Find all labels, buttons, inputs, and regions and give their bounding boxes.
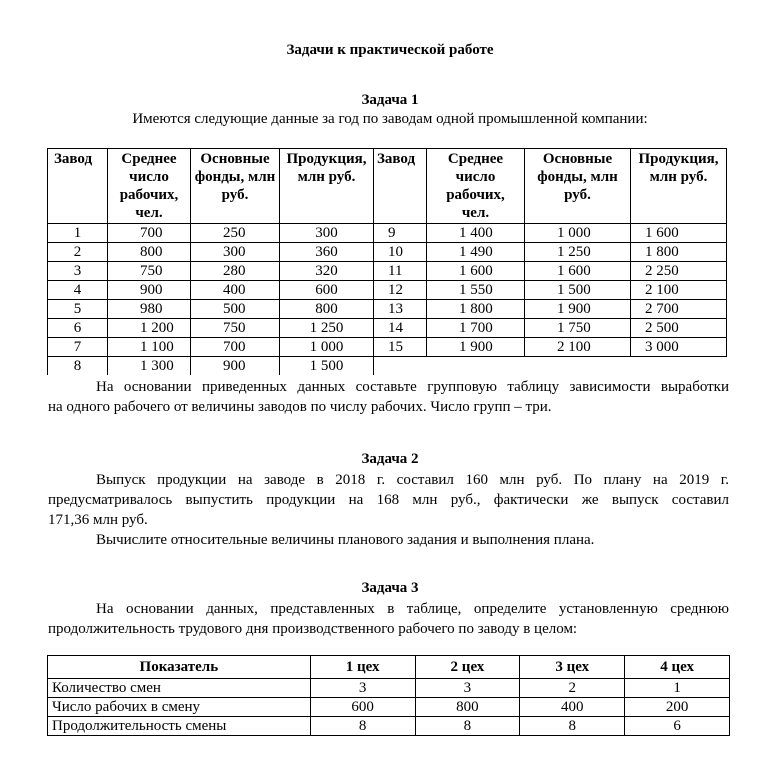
table-cell: 13 (374, 300, 427, 319)
header-cell: Показатель (48, 656, 311, 679)
table-cell: 5 (48, 300, 108, 319)
table-cell: 1 100 (108, 338, 191, 357)
table-row (48, 281, 727, 300)
table-cell: 300 (280, 224, 374, 243)
header-line: Среднее (121, 151, 177, 167)
table-cell: 1 900 (427, 338, 525, 357)
table-row (48, 717, 730, 736)
table-cell: 8 (310, 717, 415, 736)
table-cell: 280 (191, 262, 280, 281)
task1-heading: Задача 1 (361, 92, 419, 108)
table-cell: 1 500 (280, 357, 374, 376)
table-cell: 1 600 (427, 262, 525, 281)
table-cell: 1 600 (525, 262, 631, 281)
table-cell: 1 490 (427, 243, 525, 262)
task2-question: Вычислите относительные величины планового задания и выполнения плана. (96, 532, 595, 548)
table-cell: 1 400 (427, 224, 525, 243)
table-cell: 500 (191, 300, 280, 319)
table-cell: 15 (374, 338, 427, 357)
header-cell: 4 цех (625, 656, 730, 679)
table-cell: Количество смен (48, 679, 311, 698)
header-line: Продукция, (638, 151, 719, 167)
header-line: чел. (135, 205, 163, 221)
task3-text (48, 599, 729, 639)
table-cell: 320 (280, 262, 374, 281)
task2-text-line: предусматривалось выпустить продукции на 168 млн руб., фактически же выпуск составил (48, 492, 729, 508)
table-row (48, 300, 727, 319)
table-cell: 800 (415, 698, 520, 717)
table-cell: 800 (108, 243, 191, 262)
table-cell: 1 550 (427, 281, 525, 300)
header-line: число (129, 169, 169, 185)
header-line: рабочих, (119, 187, 179, 203)
task2-text-line: Выпуск продукции на заводе в 2018 г. составил 160 млн руб. По плану на 2019 г. (96, 472, 729, 488)
table-row (48, 338, 727, 357)
header-line: Завод (377, 151, 416, 167)
table-cell: 750 (191, 319, 280, 338)
table-cell: 1 (625, 679, 730, 698)
header-line: Продукция, (286, 151, 367, 167)
table-cell: 9 (374, 224, 427, 243)
header-cell (191, 149, 280, 224)
table-cell: Продолжительность смены (48, 717, 311, 736)
table-row (48, 698, 730, 717)
table-cell: 1 900 (525, 300, 631, 319)
task3-text-line: На основании данных, представленных в таблице, определите установленную среднюю (96, 601, 729, 617)
table-cell: 700 (191, 338, 280, 357)
task1-text-line: на одного рабочего от величины заводов по числу рабочих. Число групп – три. (48, 399, 552, 415)
table-cell: 3 (415, 679, 520, 698)
document-title: Задачи к практической работе (286, 42, 494, 58)
header-line: фонды, млн (537, 169, 618, 185)
table-cell: 1 750 (525, 319, 631, 338)
header-cell (374, 149, 427, 224)
table-cell: 2 100 (631, 281, 727, 300)
table-cell: 900 (191, 357, 280, 376)
header-line: Завод (54, 151, 93, 167)
table-cell: 3 (310, 679, 415, 698)
table-cell: 1 000 (525, 224, 631, 243)
table-cell: Число рабочих в смену (48, 698, 311, 717)
header-line: млн руб. (297, 169, 356, 185)
table-cell: 10 (374, 243, 427, 262)
table-cell: 1 500 (525, 281, 631, 300)
header-cell: 2 цех (415, 656, 520, 679)
table-cell: 11 (374, 262, 427, 281)
task1-text-line: На основании приведенных данных составьте групповую таблицу зависимости выработки (96, 379, 729, 395)
table-cell: 200 (625, 698, 730, 717)
table-cell: 300 (191, 243, 280, 262)
table-cell: 2 500 (631, 319, 727, 338)
table-cell: 2 (48, 243, 108, 262)
header-line: руб. (564, 187, 591, 203)
table-cell: 700 (108, 224, 191, 243)
table-cell: 8 (48, 357, 108, 376)
table-cell: 3 000 (631, 338, 727, 357)
table-row (48, 224, 727, 243)
header-line: Среднее (447, 151, 504, 167)
task1-text (48, 377, 729, 417)
table-cell-empty (374, 357, 427, 376)
factories-table (47, 148, 727, 375)
table-cell: 1 800 (427, 300, 525, 319)
table-cell: 1 250 (280, 319, 374, 338)
header-cell (108, 149, 191, 224)
header-line: число (455, 169, 496, 185)
table-cell: 1 800 (631, 243, 727, 262)
header-cell (525, 149, 631, 224)
task2-text-line: 171,36 млн руб. (48, 512, 148, 528)
table-cell: 6 (625, 717, 730, 736)
table-row (48, 357, 727, 376)
table-cell: 800 (280, 300, 374, 319)
header-cell (280, 149, 374, 224)
table-cell-empty (427, 357, 525, 376)
table-cell: 980 (108, 300, 191, 319)
table-cell: 750 (108, 262, 191, 281)
header-line: руб. (221, 187, 249, 203)
header-cell (631, 149, 727, 224)
task1-intro: Имеются следующие данные за год по заводам одной промышленной компании: (132, 111, 648, 127)
header-line: млн руб. (649, 169, 708, 185)
table-cell: 600 (310, 698, 415, 717)
table-cell: 1 000 (280, 338, 374, 357)
task3-heading: Задача 3 (361, 580, 419, 596)
table-cell: 7 (48, 338, 108, 357)
table-cell: 400 (520, 698, 625, 717)
header-line: Основные (200, 151, 270, 167)
table-cell: 900 (108, 281, 191, 300)
shifts-table-header (48, 656, 730, 679)
header-line: рабочих, (446, 187, 505, 203)
header-cell (48, 149, 108, 224)
table-cell: 12 (374, 281, 427, 300)
table-cell: 14 (374, 319, 427, 338)
table-cell: 1 250 (525, 243, 631, 262)
table-row (48, 243, 727, 262)
header-cell: 1 цех (310, 656, 415, 679)
table-cell: 1 (48, 224, 108, 243)
table-cell: 6 (48, 319, 108, 338)
table-row (48, 679, 730, 698)
table-cell: 4 (48, 281, 108, 300)
table-row (48, 262, 727, 281)
header-cell (427, 149, 525, 224)
table-cell: 400 (191, 281, 280, 300)
task2-heading: Задача 2 (361, 451, 419, 467)
table-cell: 2 250 (631, 262, 727, 281)
table-cell: 2 100 (525, 338, 631, 357)
table-cell: 2 700 (631, 300, 727, 319)
table-cell: 600 (280, 281, 374, 300)
task2-text (48, 470, 729, 550)
header-line: Основные (542, 151, 613, 167)
table-cell: 1 600 (631, 224, 727, 243)
header-line: фонды, млн (194, 169, 276, 185)
table-row (48, 319, 727, 338)
table-cell: 2 (520, 679, 625, 698)
table-cell: 250 (191, 224, 280, 243)
shifts-table (47, 655, 730, 736)
table-cell: 1 200 (108, 319, 191, 338)
header-line: чел. (461, 205, 490, 221)
factories-table-header (48, 149, 727, 224)
task3-text-line: продолжительность трудового дня производственного рабочего по заводу в целом: (48, 621, 578, 637)
table-cell: 8 (415, 717, 520, 736)
table-cell-empty (631, 357, 727, 376)
table-cell: 1 700 (427, 319, 525, 338)
table-cell: 1 300 (108, 357, 191, 376)
header-cell: 3 цех (520, 656, 625, 679)
table-cell: 3 (48, 262, 108, 281)
table-cell: 8 (520, 717, 625, 736)
table-cell: 360 (280, 243, 374, 262)
table-cell-empty (525, 357, 631, 376)
